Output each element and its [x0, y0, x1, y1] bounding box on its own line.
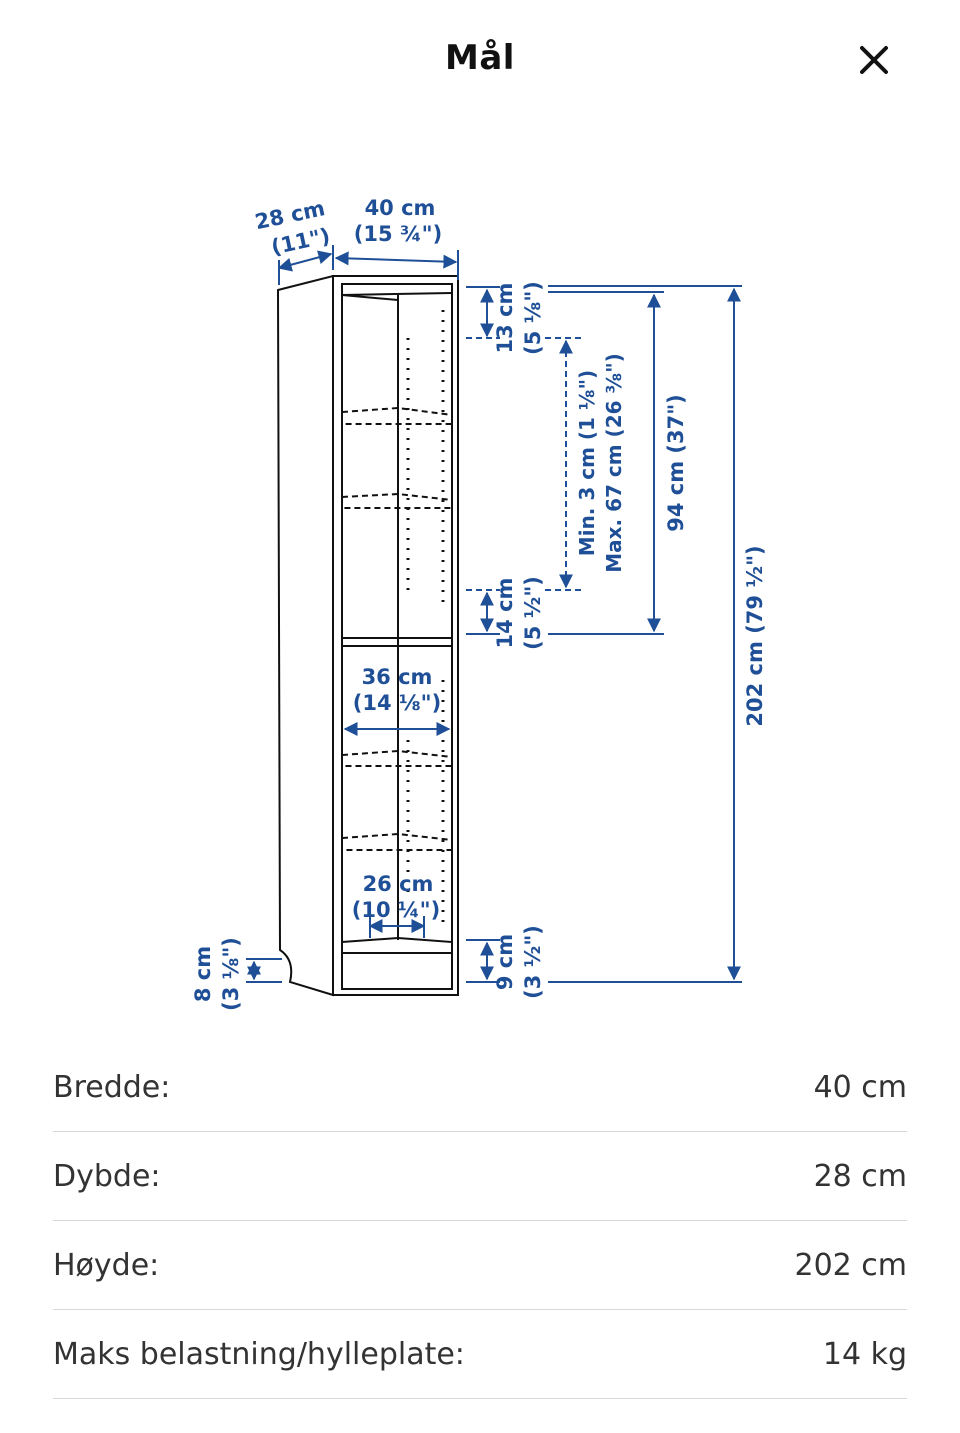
spec-label: Bredde: — [53, 1069, 171, 1105]
inner-depth-in-label: (10 ¼") — [351, 898, 441, 922]
total-height-label: 202 cm (79 ½") — [743, 545, 767, 727]
spec-value: 14 kg — [822, 1336, 907, 1372]
page-title: Mål — [445, 38, 515, 78]
spec-row-depth — [53, 1132, 907, 1221]
top-gap-cm-label: 13 cm — [493, 282, 517, 354]
bottom-gap-in-label: (3 ½") — [521, 925, 545, 999]
spec-value: 202 cm — [794, 1247, 907, 1283]
adjust-min-label: Min. 3 cm (1 ⅛") — [575, 369, 599, 557]
inner-width-cm-label: 36 cm — [361, 665, 433, 689]
close-icon[interactable] — [850, 36, 898, 84]
spec-list — [53, 1043, 907, 1399]
depth-in-label: (11") — [269, 223, 333, 260]
spec-row-height — [53, 1221, 907, 1310]
lower-gap-cm-label: 14 cm — [493, 577, 517, 649]
spec-value: 28 cm — [813, 1158, 907, 1194]
spec-value: 40 cm — [813, 1069, 907, 1105]
close-button[interactable] — [850, 36, 898, 84]
inner-width-in-label: (14 ⅛") — [352, 691, 442, 715]
top-gap-in-label: (5 ⅛") — [521, 281, 545, 355]
inner-depth-cm-label: 26 cm — [362, 872, 434, 896]
adjust-max-label: Max. 67 cm (26 ⅜") — [602, 353, 626, 573]
plinth-cm-label: 8 cm — [191, 945, 215, 1003]
spec-label: Høyde: — [53, 1247, 160, 1283]
depth-cm-label: 28 cm — [252, 196, 328, 235]
spec-label: Dybde: — [53, 1158, 161, 1194]
lower-gap-in-label: (5 ½") — [521, 576, 545, 650]
bottom-gap-cm-label: 9 cm — [493, 933, 517, 991]
plinth-in-label: (3 ⅛") — [219, 937, 243, 1011]
width-cm-label: 40 cm — [364, 196, 436, 220]
bookcase-dimension-diagram — [0, 150, 960, 1030]
spec-row-width — [53, 1043, 907, 1132]
spec-row-max-load — [53, 1310, 907, 1399]
spec-label: Maks belastning/hylleplate: — [53, 1336, 465, 1372]
fixed-shelf-label: 94 cm (37") — [664, 394, 688, 532]
width-in-label: (15 ¾") — [353, 222, 443, 246]
